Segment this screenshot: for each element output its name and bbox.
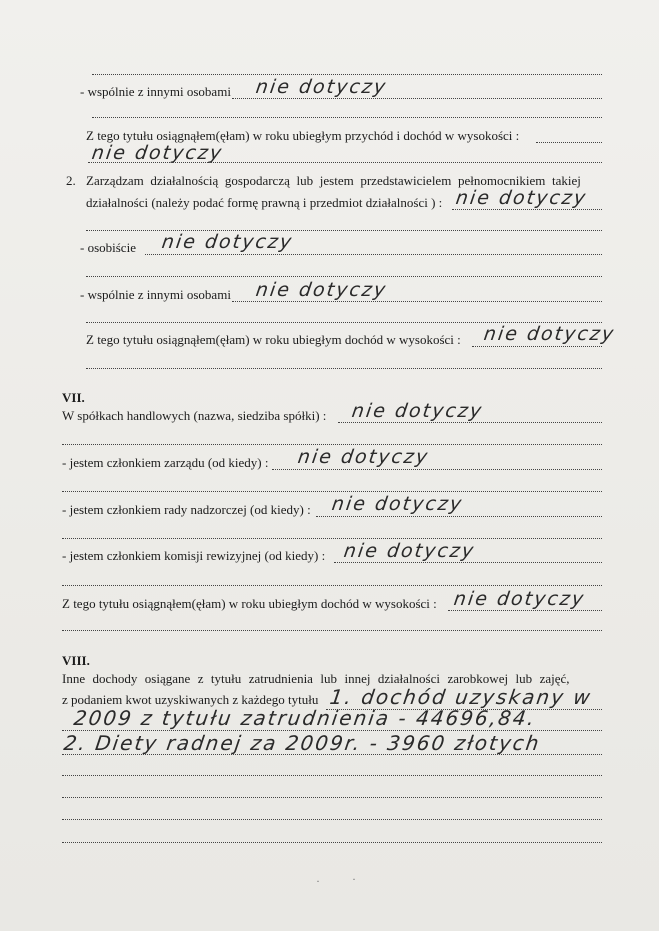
dotted-line xyxy=(62,630,602,631)
dotted-line xyxy=(145,254,602,255)
other-income-hw-line1: 1. dochód uzyskany w xyxy=(328,685,594,709)
other-income-line2: z podaniem kwot uzyskiwanych z każdego tytułu xyxy=(62,692,319,707)
dotted-line xyxy=(62,444,602,445)
dotted-line xyxy=(92,74,602,75)
dotted-line xyxy=(62,491,602,492)
dotted-line xyxy=(86,276,602,277)
jointly2-value: nie dotyczy xyxy=(254,279,389,301)
dotted-line xyxy=(62,538,602,539)
dotted-line xyxy=(536,142,602,143)
income2-value: nie dotyczy xyxy=(482,323,617,345)
supervisory-value: nie dotyczy xyxy=(330,493,465,515)
income-value: nie dotyczy xyxy=(90,142,225,164)
income-vii-label: Z tego tytułu osiągnąłem(ęłam) w roku ubiegłym dochód w wysokości : xyxy=(62,596,437,611)
companies-label: W spółkach handlowych (nazwa, siedziba spółki) : xyxy=(62,408,327,423)
dotted-line xyxy=(62,775,602,776)
audit-value: nie dotyczy xyxy=(342,540,477,562)
income-vii-value: nie dotyczy xyxy=(452,588,587,610)
income-label: Z tego tytułu osiągnąłem(ęłam) w roku ubiegłym przychód i dochód w wysokości : xyxy=(86,128,520,143)
dotted-line xyxy=(88,162,602,163)
dotted-line xyxy=(232,98,602,99)
income2-label: Z tego tytułu osiągnąłem(ęłam) w roku ubiegłym dochód w wysokości : xyxy=(86,332,461,347)
dotted-line xyxy=(92,117,602,118)
board-value: nie dotyczy xyxy=(296,446,431,468)
jointly2-label: - wspólnie z innymi osobami xyxy=(80,287,231,302)
item2-value: nie dotyczy xyxy=(454,187,589,209)
dotted-line xyxy=(448,610,602,611)
dotted-line xyxy=(272,469,602,470)
item2-line1: Zarządzam działalnością gospodarczą lub jestem przedstawicielem pełnomocnikiem takiej xyxy=(86,173,581,188)
scan-speck: · xyxy=(316,874,320,888)
board-label: - jestem członkiem zarządu (od kiedy) : xyxy=(62,455,269,470)
personally-label: - osobiście xyxy=(80,240,136,255)
scan-speck: · xyxy=(352,872,356,886)
companies-value: nie dotyczy xyxy=(350,400,485,422)
jointly-value: nie dotyczy xyxy=(254,76,389,98)
section-vii-heading: VII. xyxy=(62,390,85,405)
personally-value: nie dotyczy xyxy=(160,231,295,253)
section-viii-heading: VIII. xyxy=(62,653,90,668)
dotted-line xyxy=(472,346,602,347)
dotted-line xyxy=(62,797,602,798)
dotted-line xyxy=(62,585,602,586)
dotted-line xyxy=(316,516,602,517)
dotted-line xyxy=(452,209,602,210)
jointly-label: - wspólnie z innymi osobami xyxy=(80,84,231,99)
item2-number: 2. xyxy=(66,173,76,188)
dotted-line xyxy=(232,301,602,302)
dotted-line xyxy=(334,562,602,563)
dotted-line xyxy=(338,422,602,423)
dotted-line xyxy=(62,842,602,843)
other-income-hw-line3: 2. Diety radnej za 2009r. - 3960 złotych xyxy=(62,731,543,755)
item2-line2: działalności (należy podać formę prawną i przedmiot działalności ) : xyxy=(86,195,443,210)
dotted-line xyxy=(62,819,602,820)
supervisory-label: - jestem członkiem rady nadzorczej (od kiedy) : xyxy=(62,502,311,517)
dotted-line xyxy=(86,368,602,369)
other-income-line1: Inne dochody osiągane z tytułu zatrudnienia lub innej działalności zarobkowej lub zajęć, xyxy=(62,671,570,686)
other-income-hw-line2: 2009 z tytułu zatrudnienia - 44696,84. xyxy=(72,706,538,730)
audit-label: - jestem członkiem komisji rewizyjnej (od kiedy) : xyxy=(62,548,326,563)
